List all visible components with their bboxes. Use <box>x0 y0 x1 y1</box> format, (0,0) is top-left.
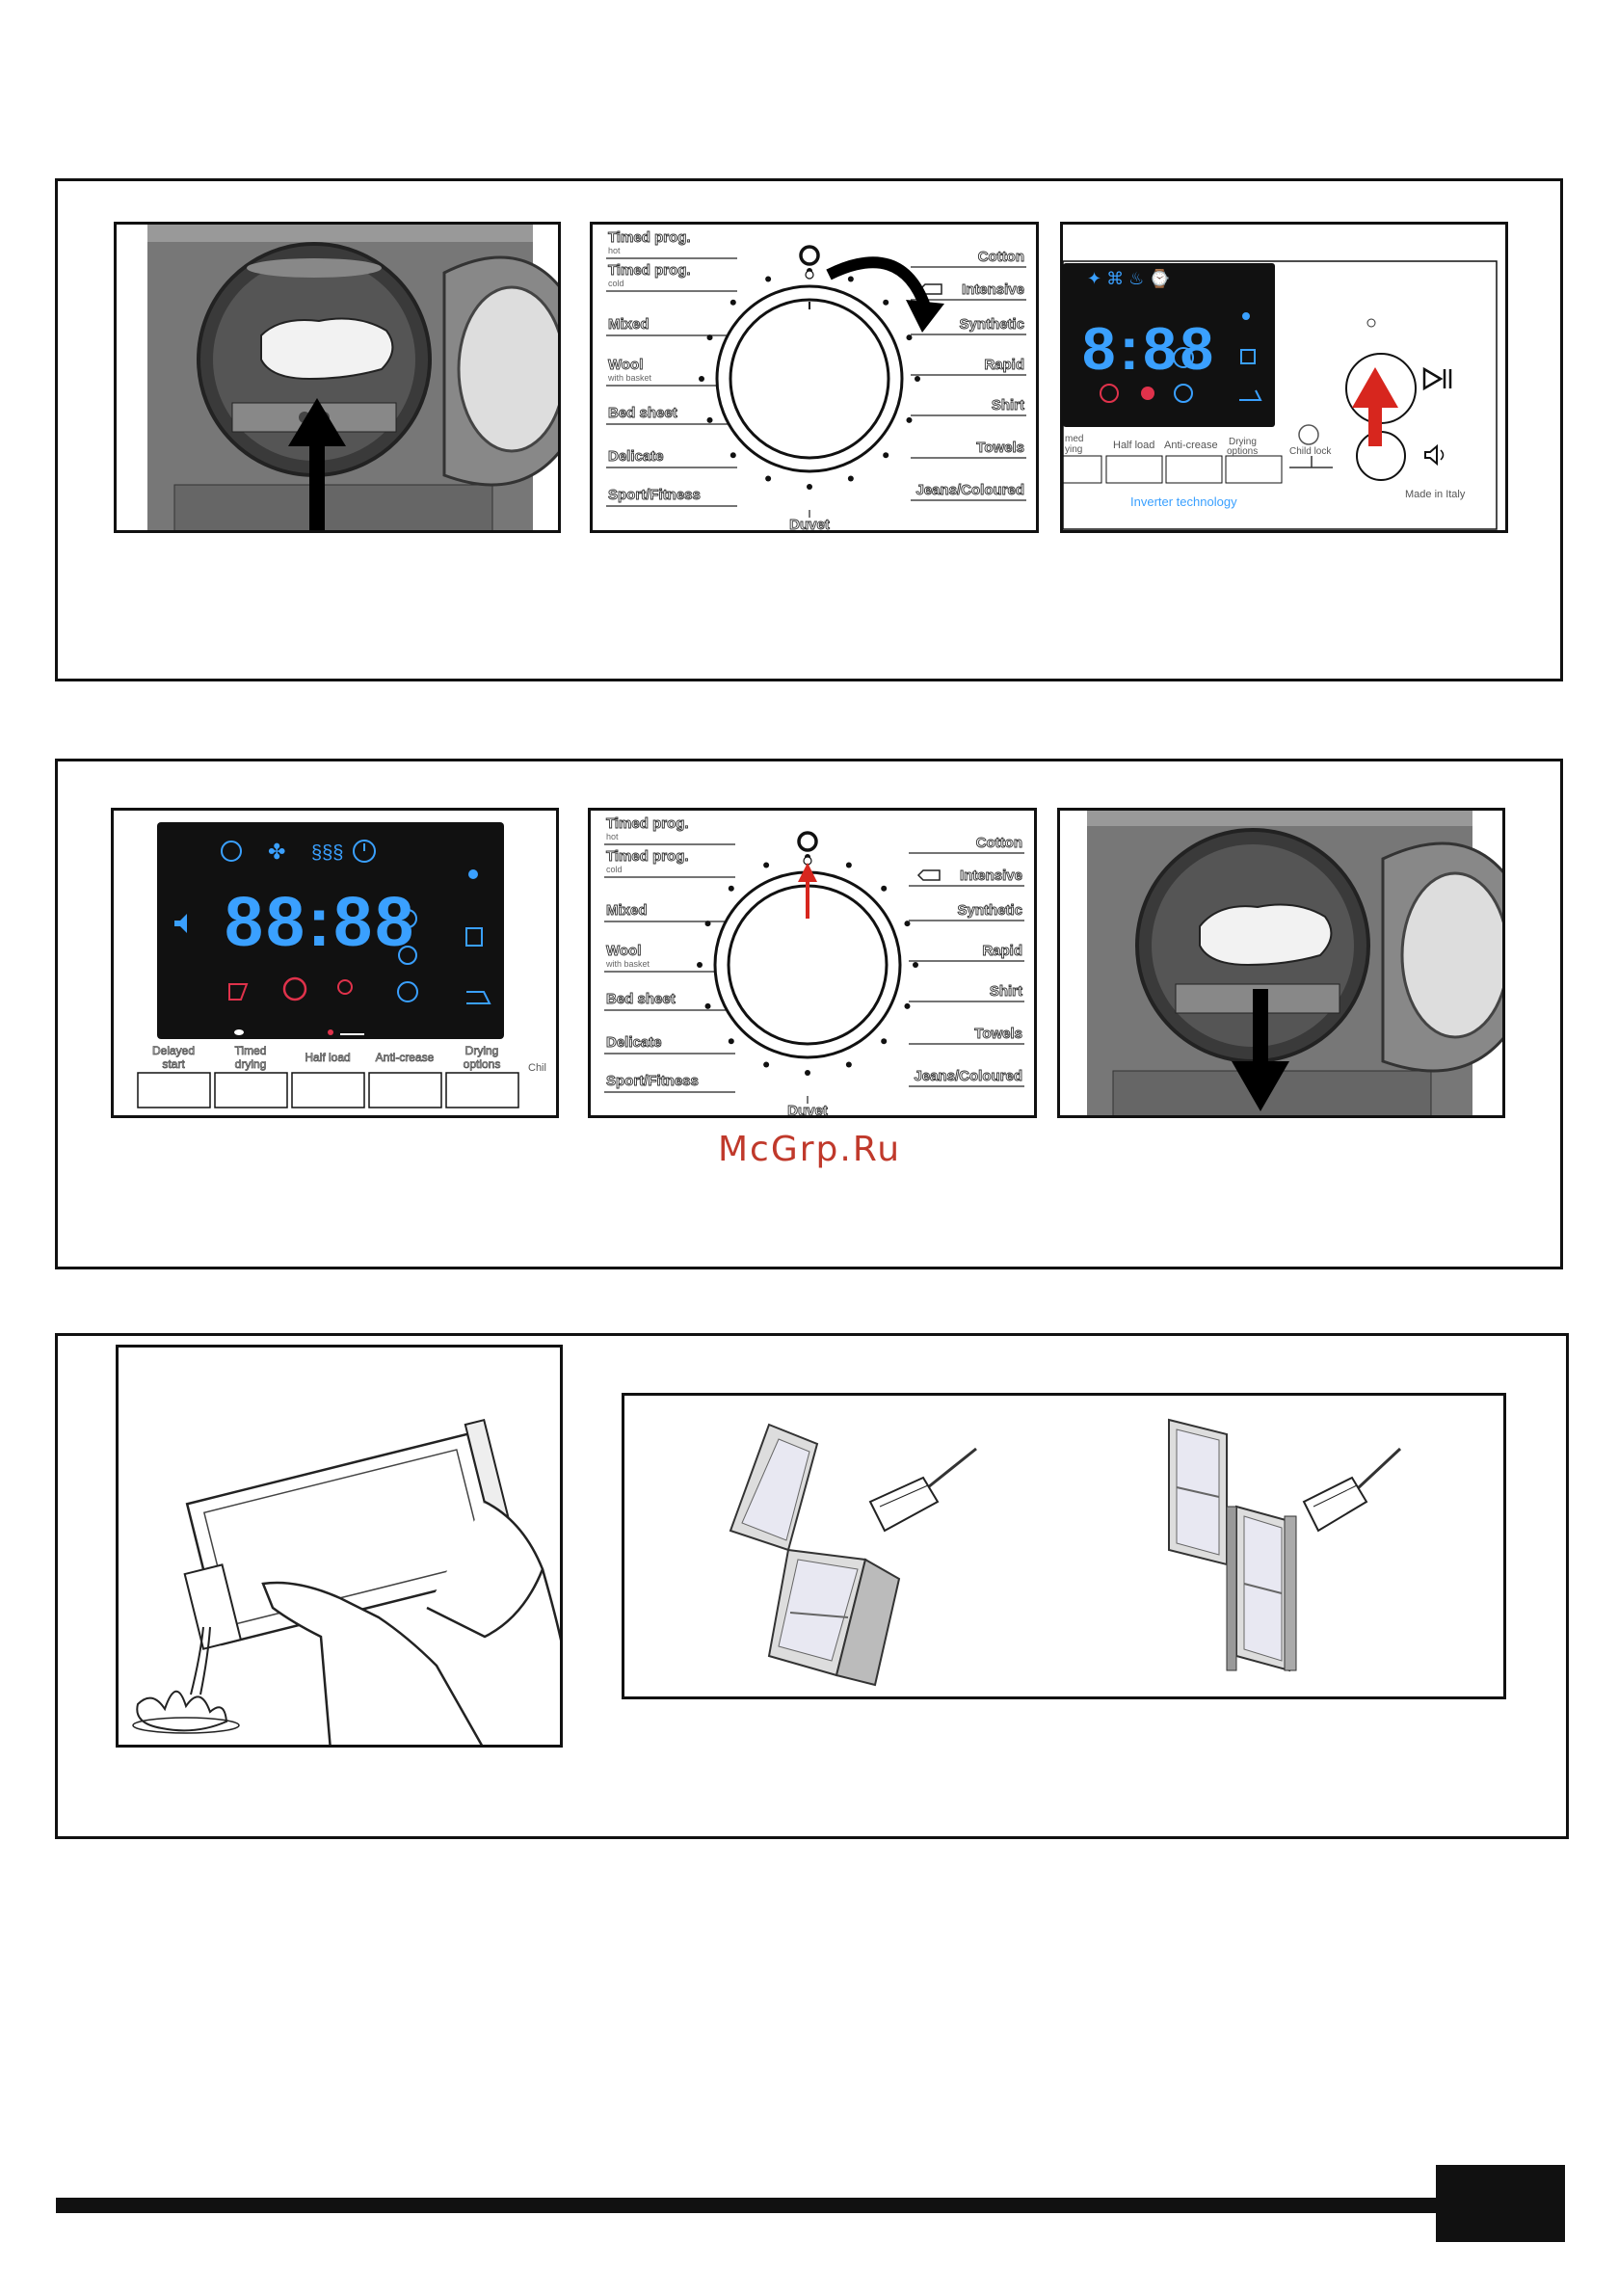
svg-text:options: options <box>1227 446 1259 457</box>
svg-text:Drying: Drying <box>1229 437 1257 447</box>
dial-label-right: Synthetic <box>957 902 1022 919</box>
svg-text:Timed: Timed <box>234 1044 267 1057</box>
dryer-unload-illustration <box>1060 811 1505 1118</box>
dial-label-left: Bed sheet <box>606 991 676 1007</box>
dial-label-left: Delicate <box>608 448 664 465</box>
brush-right-icon <box>1304 1449 1400 1531</box>
dial-label-right: Intensive <box>959 868 1022 884</box>
program-dial <box>593 225 1039 533</box>
dryer-unload-panel <box>1057 808 1505 1118</box>
dial-sublabel: with basket <box>608 373 652 383</box>
dryer-open-door-illustration <box>117 225 561 533</box>
dial-label-right: Rapid <box>984 357 1024 373</box>
dial-label-left: Mixed <box>608 316 650 333</box>
dial-label-left: Wool <box>608 357 644 373</box>
up-arrow-shaft <box>309 432 325 533</box>
down-arrow-shaft <box>1253 989 1268 1066</box>
svg-text:Anti-crease: Anti-crease <box>1164 440 1218 451</box>
svg-text:Half load: Half load <box>1113 440 1155 451</box>
svg-text:Drying: Drying <box>464 1044 499 1057</box>
dial-label-right: Jeans/Coloured <box>914 1068 1022 1084</box>
watermark: McGrp.Ru <box>718 1130 902 1169</box>
svg-text:Half load: Half load <box>305 1051 351 1064</box>
filter-cleaning-panel <box>622 1393 1506 1699</box>
brush-left-icon <box>870 1449 976 1531</box>
panel-buttons-row <box>1063 434 1282 483</box>
svg-text:✤: ✤ <box>268 840 286 864</box>
program-dial-panel-1 <box>590 222 1039 533</box>
dial-label-right: Towels <box>974 1026 1022 1042</box>
dial-label-left: Mixed <box>606 902 648 919</box>
svg-text:Delayed: Delayed <box>151 1044 196 1057</box>
filter-left <box>730 1425 899 1685</box>
dial-label-right: Jeans/Coloured <box>915 482 1024 498</box>
dial-label-right: Intensive <box>961 281 1024 298</box>
dial-label-left: Timed prog. <box>608 229 691 246</box>
dial-label-right: Rapid <box>982 943 1022 959</box>
dial-label-left: Timed prog. <box>608 262 691 279</box>
dial-label-right: Cotton <box>977 249 1024 265</box>
dial-label-right: Shirt <box>989 983 1022 1000</box>
filter-right <box>1169 1420 1296 1670</box>
off-position-icon <box>801 247 818 264</box>
display-panel <box>111 808 559 1118</box>
program-dial-panel-2 <box>588 808 1037 1118</box>
dial-label-right: Cotton <box>975 835 1022 851</box>
water-container-illustration <box>119 1348 563 1748</box>
svg-text:Made in Italy: Made in Italy <box>1405 489 1466 500</box>
program-dial <box>591 811 1037 1118</box>
dial-label-left: Timed prog. <box>606 815 689 832</box>
dial-label-right: Synthetic <box>959 316 1024 333</box>
dial-label-left: Delicate <box>606 1034 662 1051</box>
svg-text:Anti-crease: Anti-crease <box>375 1051 435 1064</box>
footer-bar <box>56 2198 1444 2213</box>
svg-text:Chil: Chil <box>528 1062 546 1074</box>
dial-sublabel: cold <box>608 279 624 288</box>
svg-text:drying: drying <box>234 1057 267 1071</box>
svg-text:✦ ⌘ ♨ ⌚: ✦ ⌘ ♨ ⌚ <box>1087 269 1171 288</box>
dial-sublabel: cold <box>606 865 623 874</box>
svg-text:options: options <box>463 1057 501 1071</box>
filter-cleaning-illustration <box>624 1396 1506 1699</box>
dial-label-left: Sport/Fitness <box>608 487 701 503</box>
control-panel-start <box>1063 225 1508 533</box>
rotate-arrow-icon <box>906 300 944 333</box>
dial-label-right: Towels <box>976 440 1024 456</box>
dial-label-bottom: Duvet <box>789 517 830 533</box>
start-button-panel <box>1060 222 1508 533</box>
svg-text:Child lock: Child lock <box>1289 446 1332 457</box>
svg-text:start: start <box>162 1057 185 1071</box>
dial-label-left: Wool <box>606 943 642 959</box>
dial-label-bottom: Duvet <box>787 1103 828 1118</box>
page-number-box <box>1436 2165 1565 2242</box>
display-digits: 88:88 <box>225 884 417 961</box>
display-digits: 8:88 <box>1082 316 1218 383</box>
off-position-icon <box>799 833 816 850</box>
dial-sublabel: hot <box>606 832 619 841</box>
svg-text:med: med <box>1065 434 1084 444</box>
water-container-panel <box>116 1345 563 1748</box>
dial-sublabel: hot <box>608 246 621 255</box>
svg-text:Inverter technology: Inverter technology <box>1130 494 1237 509</box>
dial-label-left: Bed sheet <box>608 405 677 421</box>
dial-label-right: Shirt <box>991 397 1024 414</box>
function-buttons <box>138 1044 546 1108</box>
dial-label-left: Timed prog. <box>606 848 689 865</box>
dial-label-left: Sport/Fitness <box>606 1073 699 1089</box>
svg-text:ying: ying <box>1065 444 1083 455</box>
display-illustration <box>114 811 559 1118</box>
dryer-open-door-panel <box>114 222 561 533</box>
dial-sublabel: with basket <box>606 959 650 969</box>
svg-text:§§§: §§§ <box>311 842 344 864</box>
